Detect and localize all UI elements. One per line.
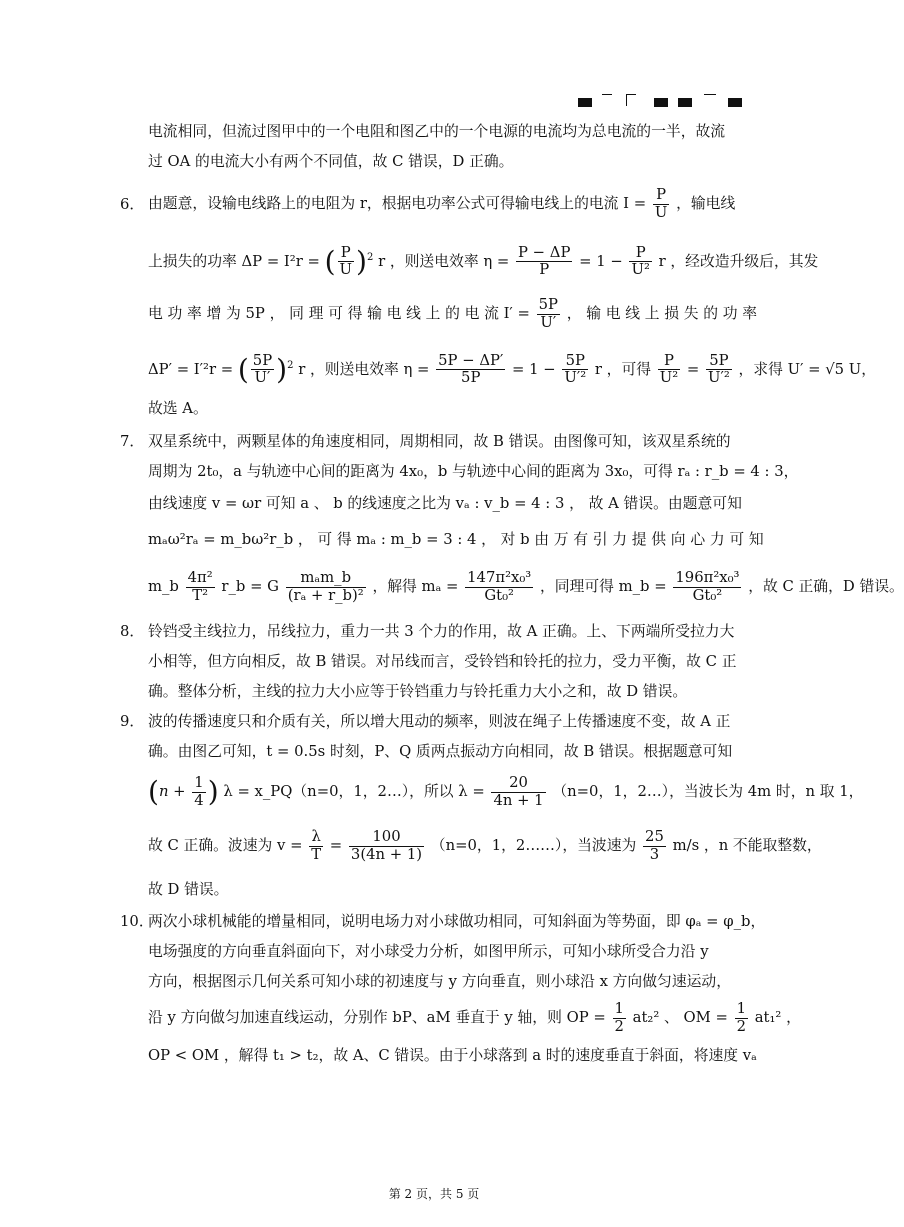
text-line: 故 D 错误。 <box>148 881 229 898</box>
exam-header-marks <box>578 94 748 108</box>
text-segment: r ，经改造升级后，其发 <box>658 252 819 270</box>
fraction: $\frac{P}{U}$ <box>654 186 668 221</box>
text-line <box>148 998 801 1038</box>
fraction: $\frac{5P - \Delta P'}{5P}$ <box>438 352 504 387</box>
text-line: 两次小球机械能的增量相同，说明电场力对小球做功相同，可知斜面为等势面，即 φₐ = φ_b， <box>148 913 766 930</box>
fraction: $\frac{100}{3(4n + 1)}$ <box>350 828 423 863</box>
text-segment: ， 输 电 线 上 损 失 的 功 率 <box>566 305 758 322</box>
text-segment: m_b <box>148 578 179 595</box>
question-number: 8． <box>120 623 145 640</box>
text-line: 波的传播速度只和介质有关，所以增大甩动的频率，则波在绳子上传播速度不变，故 A 正 <box>148 713 731 730</box>
text-segment: = <box>686 360 700 378</box>
text-line <box>148 296 757 332</box>
text-segment: at₂² 、 OM = <box>632 1009 728 1026</box>
fraction: $\frac{\text{147π²x₀³}}{\text{Gt₀²}}$ <box>467 569 532 604</box>
text-line: (n + $\frac{1}{4}$ ) λ = x_PQ（n=0，1，2…），所以 λ = $\frac{20}{4n + 1}$ （n=0，1，2…），当波长为 4m 时，n 取 1， <box>148 774 864 809</box>
fraction: $\frac{\lambda}{T}$ <box>311 828 322 863</box>
text-segment: ，求得 U′ = √5 U， <box>738 360 877 378</box>
question-number: 6． <box>120 196 145 213</box>
text-segment: 电 功 率 增 为 5P ， 同 理 可 得 输 电 线 上 的 电 流 I′ = <box>148 305 530 322</box>
text-segment: λ = x_PQ（n=0，1，2…），所以 λ = <box>223 783 485 800</box>
question-number: 9． <box>120 713 145 730</box>
text-segment: ，解得 mₐ = <box>372 578 459 595</box>
text-segment: m/s ，n 不能取整数， <box>672 837 822 854</box>
text-line: 过 OA 的电流大小有两个不同值，故 C 错误，D 正确。 <box>148 153 514 170</box>
question-number: 10． <box>120 913 154 930</box>
text-line: OP < OM ，解得 t₁ > t₂，故 A、C 错误。由于小球落到 a 时的速度垂直于斜面，将速度 vₐ <box>148 1047 757 1064</box>
text-line <box>148 564 904 610</box>
text-segment: （n=0，1，2…），当波长为 4m 时，n 取 1， <box>552 783 864 800</box>
text-line: 小相等，但方向相反，故 B 错误。对吊线而言，受铃铛和铃托的拉力，受力平衡，故 C 正 <box>148 653 737 670</box>
text-segment: r_b = G <box>221 578 279 595</box>
text-line: 确。整体分析，主线的拉力大小应等于铃铛重力与铃托重力大小之和，故 D 错误。 <box>148 683 688 700</box>
text-line: ΔP′ = I′²r = ( $\frac{5P}{U'}$ )$^2$ r ，则送电效率 η = $\frac{5P - \Delta P'}{5P}$ = 1 − $\frac{5P}{\text{U′²}}$ r ，可得 $\frac{P}{\text{U²}}$ = $\frac{5P}{\text{U′²}}$ ，求得 U′ = √5 U， <box>148 352 877 387</box>
text-segment: ΔP′ = I′²r = <box>148 360 234 378</box>
fraction: $\frac{5P}{U'}$ <box>538 296 558 331</box>
text-line: 确。由图乙可知，t = 0.5s 时刻，P、Q 质两点振动方向相同，故 B 错误。根据题意可知 <box>148 743 733 760</box>
text-segment: = 1 − <box>579 252 623 270</box>
fraction: $\frac{P - \Delta P}{P}$ <box>518 244 571 279</box>
fraction: $\frac{1}{4}$ <box>194 774 204 809</box>
text-line: 故选 A。 <box>148 400 208 417</box>
fraction: $\frac{25}{3}$ <box>645 828 664 863</box>
text-line: 上损失的功率 ΔP = I²r = ( $\frac{P}{U}$ )$^2$ r ，则送电效率 η = $\frac{P - \Delta P}{P}$ = 1 − $\frac{P}{\text{U²}}$ r ，经改造升级后，其发 <box>148 244 819 279</box>
fraction: $\frac{5P}{U'}$ <box>252 352 273 387</box>
text-line: 周期为 2t₀，a 与轨迹中心间的距离为 4x₀，b 与轨迹中心间的距离为 3x₀，可得 rₐ : r_b = 4 : 3， <box>148 463 799 480</box>
text-line <box>148 826 822 866</box>
text-segment: 由题意，设输电线路上的电阻为 r，根据电功率公式可得输电线上的电流 I = <box>148 195 647 212</box>
text-segment: 沿 y 方向做匀加速直线运动，分别作 bP、aM 垂直于 y 轴，则 OP = <box>148 1009 606 1026</box>
fraction: $\frac{5P}{\text{U′²}}$ <box>564 352 587 387</box>
fraction: $\frac{\text{4π²}}{\text{T²}}$ <box>187 569 213 604</box>
text-segment: ，故 C 正确，D 错误。 <box>748 578 904 595</box>
text-segment: r ，则送电效率 η = <box>378 252 510 270</box>
fraction: $\frac{5P}{\text{U′²}}$ <box>708 352 730 387</box>
fraction: $\frac{P}{\text{U²}}$ <box>631 244 650 279</box>
fraction: $\frac{1}{2}$ <box>614 1000 624 1035</box>
text-segment: = 1 − <box>512 360 556 378</box>
text-line: 方向，根据图示几何关系可知小球的初速度与 y 方向垂直，则小球沿 x 方向做匀速运动， <box>148 973 732 990</box>
fraction: $\frac{\text{196π²x₀³}}{\text{Gt₀²}}$ <box>675 569 740 604</box>
text-segment: at₁² ， <box>754 1009 801 1026</box>
fraction: $\frac{1}{2}$ <box>736 1000 747 1035</box>
text-segment: = <box>329 837 343 854</box>
text-line <box>148 186 735 222</box>
text-segment: ，输电线 <box>676 195 736 212</box>
text-line: 铃铛受主线拉力，吊线拉力，重力一共 3 个力的作用，故 A 正确。上、下两端所受拉力大 <box>148 623 735 640</box>
text-segment: 故 C 正确。波速为 v = <box>148 837 303 854</box>
text-segment: 上损失的功率 ΔP = I²r = <box>148 252 320 270</box>
text-segment: r ，可得 <box>594 360 652 378</box>
text-segment: r ，则送电效率 η = <box>298 360 430 378</box>
text-line: 由线速度 v = ωr 可知 a 、 b 的线速度之比为 vₐ : v_b = 4 : 3 ， 故 A 错误。由题意可知 <box>148 495 742 512</box>
text-segment: （n=0，1，2……），当波速为 <box>430 837 637 854</box>
fraction: $\frac{\text{mₐm\_b}}{\text{(rₐ + r\_b)²}}$ <box>287 569 364 604</box>
text-line: 电流相同，但流过图甲中的一个电阻和图乙中的一个电源的电流均为总电流的一半，故流 <box>148 123 726 140</box>
question-number: 7． <box>120 433 145 450</box>
fraction: $\frac{20}{4n + 1}$ <box>493 774 544 809</box>
page-footer: 第 2 页，共 5 页 <box>388 1187 480 1201</box>
text-segment: ，同理可得 m_b = <box>539 578 667 595</box>
fraction: $\frac{P}{U}$ <box>339 244 353 279</box>
fraction: $\frac{P}{\text{U²}}$ <box>659 352 679 387</box>
text-line: mₐω²rₐ = m_bω²r_b ， 可 得 mₐ : m_b = 3 : 4 ， 对 b 由 万 有 引 力 提 供 向 心 力 可 知 <box>148 531 764 548</box>
text-line: 双星系统中，两颗星体的角速度相同，周期相同，故 B 错误。由图像可知，该双星系统的 <box>148 433 731 450</box>
text-line: 电场强度的方向垂直斜面向下，对小球受力分析，如图甲所示，可知小球所受合力沿 y <box>148 943 709 960</box>
